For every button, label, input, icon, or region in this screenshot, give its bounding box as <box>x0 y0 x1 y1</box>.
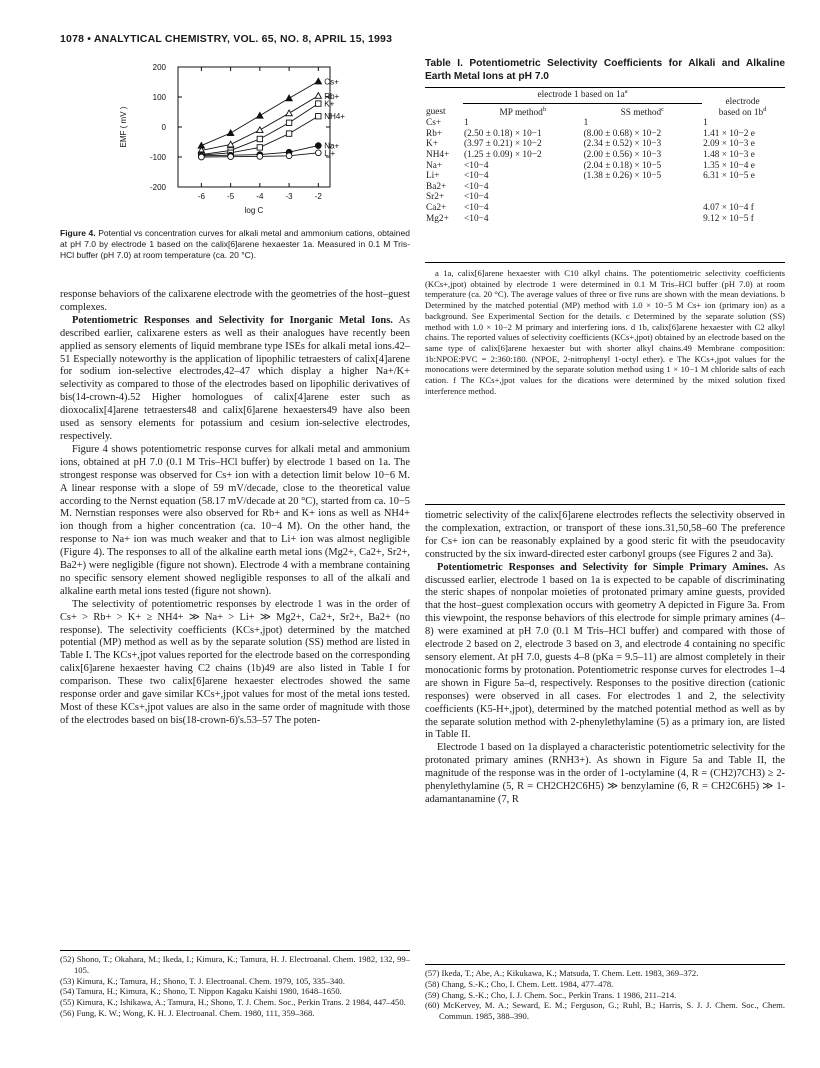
cell-e1b: 2.09 × 10−3 e <box>703 139 755 150</box>
cell-guest: Mg2+ <box>426 213 449 224</box>
right-references <box>425 968 785 1022</box>
table-row <box>425 192 783 203</box>
data-point <box>315 93 321 99</box>
y-tick-label: -100 <box>149 153 166 162</box>
cell-e1b: 1.48 × 10−3 e <box>703 149 755 160</box>
data-point <box>199 154 205 160</box>
cell-ss: (8.00 ± 0.68) × 10−2 <box>583 128 662 139</box>
cell-guest: Ba2+ <box>426 181 447 192</box>
data-point <box>257 145 262 150</box>
data-point <box>315 143 321 149</box>
table-row <box>425 139 783 150</box>
reference-item: (60) McKervey, M. A.; Seward, E. M.; Ferguson, G.; Ruhl, B.; Harris, S. J. J. Chem. Soc., Chem. Commun. 1985, 388–390. <box>425 1000 785 1022</box>
cell-e1b: 6.31 × 10−5 e <box>703 171 755 182</box>
data-point <box>286 120 291 125</box>
data-point <box>316 113 321 118</box>
cell-ss: (1.38 ± 0.26) × 10−5 <box>583 171 662 182</box>
data-point <box>228 154 234 160</box>
table-body <box>425 118 783 224</box>
table-group-header-row <box>425 90 783 103</box>
y-tick-label: 100 <box>152 93 166 102</box>
paragraph: response behaviors of the calixarene electrode with the geometries of the host–guest complexes. <box>60 289 410 313</box>
table-row <box>425 118 783 129</box>
cell-e1b: 1.41 × 10−2 e <box>703 128 755 139</box>
cell-mp: <10−4 <box>464 171 489 182</box>
paragraph: Electrode 1 based on 1a displayed a characteristic potentiometric selectivity for the protonated primary amines (RNH3+). As shown in Figure 5a and Table II, the magnitude of the response was in the order of 1-octylamine (4, R = (CH2)7CH3) ≥ 2-phenylethylamine (5, R = CH2CH2C6H5) ≫ benzylamine (6, R = CH2C6H5) ≫ 1-adamantanamine (7, R <box>425 742 785 805</box>
cell-mp: <10−4 <box>464 202 489 213</box>
cell-guest: Sr2+ <box>426 192 445 203</box>
y-tick-label: -200 <box>149 183 166 192</box>
col-header-mp: MP method$^b$ <box>499 105 547 118</box>
cell-e1b <box>702 192 783 203</box>
figure-caption-label: Figure 4. <box>60 228 96 238</box>
series-label: Cs+ <box>324 77 339 87</box>
paragraph: The selectivity of potentiometric responses by electrode 1 was in the order of Cs+ > Rb+ > K+ ≥ NH4+ ≫ Na+ > Li+ ≫ Mg2+, Ca2+, Sr2+, Ba2+ (no response). The selectivity coefficients (KCs+,jpot) determined by the matched potential (MP) method as well as by the separate solution (SS) method are listed in Table I. The KCs+,jpot values reported for the electrode based on the corresponding calix[6]arene hexaester having C2 chains (1b)49 are also listed in Table I for comparison. These two calix[6]arene hexaester electrodes showed the same response order and gave similar KCs+,jpot values for most of the metal ions tested. Most of these KCs+,jpot values are also in the same order of magnitude with those of the electrodes based on bis(18-crown-6)'s.53–57 The poten- <box>60 598 410 726</box>
cell-guest: Ca2+ <box>426 202 447 213</box>
table-row <box>425 182 783 193</box>
running-header: 1078 • ANALYTICAL CHEMISTRY, VOL. 65, NO. 8, APRIL 15, 1993 <box>60 33 393 45</box>
figure-caption <box>60 228 410 260</box>
cell-guest: Cs+ <box>426 118 442 129</box>
paragraph-text: As described earlier, calixarene esters as well as their analogues have recently been applied as sensory elements of liquid membrane type ISEs for alkali metal ions.42–51 Especially noteworthy is the application of lipophilic tetraesters of calix[4]arene for sodium ion-selective electrodes,42–47 which display a higher Na+/K+ selectivity as compared to those of the electrodes based on lipophilic derivatives of bis(14-crown-4).52 Higher homologues of calix[4]arene ester such as dioxocalix[4]arene tetraesters48 and calix[6]arene hexaesters49 have also been used as sensory elements for potassium and cesium ion-selective electrodes, respectively. <box>60 314 410 442</box>
reference-item: (56) Fung, K. W.; Wong, K. H. J. Electroanal. Chem. 1980, 111, 359–368. <box>60 1007 315 1018</box>
table-top-rule <box>425 87 785 88</box>
cell-guest: NH4+ <box>426 149 450 160</box>
cell-ss: (2.34 ± 0.52) × 10−3 <box>583 139 662 150</box>
cell-mp: <10−4 <box>464 192 489 203</box>
y-axis-label: EMF ( mV ) <box>119 106 128 148</box>
data-point <box>286 153 292 159</box>
cell-ss: (2.00 ± 0.56) × 10−3 <box>583 149 662 160</box>
data-point <box>227 141 233 147</box>
plot-frame <box>178 67 330 187</box>
paragraph <box>60 315 410 444</box>
cell-mp: (1.25 ± 0.09) × 10−2 <box>464 149 542 160</box>
y-tick-label: 200 <box>152 63 166 72</box>
cell-mp: <10−4 <box>464 181 489 192</box>
table-footnote <box>425 268 785 396</box>
data-point <box>257 154 263 160</box>
col-header-ss: SS method$^c$ <box>620 105 665 118</box>
x-tick-label: -2 <box>314 192 322 201</box>
series-label: NH4+ <box>324 112 345 122</box>
reference-item: (54) Tamura, H.; Kimura, K.; Shono, T. Nippon Kagaku Kaishi 1980, 1648–1650. <box>60 986 342 997</box>
series-line <box>201 96 318 151</box>
x-axis-label: log C <box>244 206 264 215</box>
table-row <box>425 171 783 182</box>
x-tick-label: -4 <box>256 192 264 201</box>
paragraph: Figure 4 shows potentiometric response curves for alkali metal and ammonium ions, obtained at pH 7.0 (0.1 M Tris–HCl buffer) by electrode 1 based on 1a. The strongest response was observed for Cs+ ion with a detection limit below 10−6 M. A linear response with a slope of 59 mV/decade, close to the theoretical value according to the Nernst equation (58.17 mV/decade at 20 °C), started from ca. 10−5 M. Nernstian responses were also observed for Rb+ and K+ ions as well as NH4+ ion though from a higher concentration (ca. 10−4 M). On the other hand, the response to Na+ ion was much weaker and that to Li+ ion was almost negligible (Figure 4). The responses to all of the alkaline earth metal ions (Mg2+, Ca2+, Sr2+, Ba2+) were negligible (figure not shown). Electrode 4 with a membrane containing no specific sensory element showed negligible responses to all of the alkali and alkaline earth metal ions tested (figure not shown). <box>60 443 410 597</box>
paragraph <box>425 562 785 743</box>
reference-item: (53) Kimura, K.; Tamura, H.; Shono, T. J. Electroanal. Chem. 1979, 105, 335–340. <box>60 975 345 986</box>
group-header: electrode 1 based on $1a^a$ <box>463 90 702 103</box>
table-bottom-rule <box>425 262 785 263</box>
separator-rule <box>425 504 785 505</box>
cell-ss: 1 <box>583 118 589 129</box>
cell-ss <box>583 214 703 225</box>
table-footnote-text: a 1a, calix[6]arene hexaester with C10 alkyl chains. The potentiometric selectivity coefficients (KCs+,jpot) obtained by electrode 1 were determined in 0.1 M Tris–HCl buffer (pH 7.0) at room temperature (ca. 20 °C). The average values of three or five runs are shown with the mean deviations. b Determined by the matched potential (MP) method with 1.0 × 10−5 M Cs+ ion (primary ion) as a background. See Experimental Section for the details. c Determined by the separate solution (SS) method with 1.0 × 10−2 M primary and interfering ions. d 1b, calix[6]arene hexaester with C2 alkyl chains. The reported values of selectivity coefficients (KCs+,jpot) obtained by an electrode based on the same type of calix[6]arene hexaester but with shorter alkyl chains.49 Membrane composition: 1b:NPOE:PVC = 2:360:180. (NPOE, 2-nitrophenyl 1-octyl ether). e The KCs+,jpot values for the monocations were determined by the separate solution method using 1 × 10−1 M chloride salts of each cation. f The KCs+,jpot values for the dications were determined by the mixed solution fixed interference method. <box>425 268 785 396</box>
y-tick-label: 0 <box>161 123 166 132</box>
cell-e1b <box>702 182 783 193</box>
paragraph-text: As discussed earlier, electrode 1 based on 1a is expected to be capable of discriminating the steric shapes of nonpolar moieties of protonated primary amine guests, provided that the host–guest complexation occurs with geometry A depicted in Figure 3a. From this viewpoint, the response behaviors of this electrode for simple primary amines (4–8) were examined at pH 7.0 (0.1 M Tris–HCl buffer) and compared with those of electrode 2 based on 2, electrode 3 based on 3, and electrode 4 containing no specific sensory element. At pH 7.0, guests 4–8 (pKa = 9.5–11) are almost completely in their monocationic forms by protonation. Potentiometric response curves for electrodes 1–4 are shown in Figure 5a–d, respectively. Responses to the positive direction (cationic responses) were observed in all cases. For electrodes 1 and 2, the selectivity coefficients (K5-H+,jpot), determined by the matched potential method as well as by the separate solution method with 2-phenylethylamine (5) as a primary ion, are listed in Table II. <box>425 561 786 741</box>
footnote-rule <box>60 950 410 951</box>
cell-ss <box>583 182 703 193</box>
cell-e1b: 1 <box>703 118 708 129</box>
selectivity-table <box>425 87 783 224</box>
data-point <box>286 95 292 101</box>
right-column-body <box>425 510 785 807</box>
figure-4-chart <box>100 55 380 225</box>
cell-guest: Na+ <box>426 160 443 171</box>
reference-item: (55) Kimura, K.; Ishikawa, A.; Tamura, H.; Shono, T. J. Chem. Soc., Perkin Trans. 2 1984, 447–450. <box>60 997 406 1008</box>
figure-caption-text: Potential vs concentration curves for alkali metal and ammonium cations, obtained at pH 7.0 by electrode 1 based on the calix[6]arene hexaester 1a. Measured in 0.1 M Tris-HCl buffer (pH 7.0) at room temperature (ca. 20 °C). <box>60 228 410 260</box>
col-header-guest: guest <box>426 107 446 118</box>
paragraph: tiometric selectivity of the calix[6]arene electrodes reflects the selectivity observed in the complexation, extraction, or transport of these ions.31,50,58–60 The preference for Cs+ ion can be reasonably explained by a good steric fit with the pseudocavity constructed by the six inward-directed ester carbonyl groups (see Figures 2 and 3a). <box>425 510 785 560</box>
cell-e1b: 9.12 × 10−5 f <box>703 213 754 224</box>
data-point <box>315 150 321 156</box>
table-row <box>425 203 783 214</box>
cell-mp: 1 <box>464 118 469 129</box>
table-row <box>425 129 783 140</box>
table-row <box>425 161 783 172</box>
cell-ss: (2.04 ± 0.18) × 10−5 <box>583 160 662 171</box>
table-row <box>425 214 783 225</box>
x-tick-label: -6 <box>197 192 205 201</box>
cell-e1b: 4.07 × 10−4 f <box>703 202 754 213</box>
reference-item: (52) Shono, T.; Okahara, M.; Ikeda, I.; Kimura, K.; Tamura, H. J. Electroanal. Chem. 1982, 132, 99–105. <box>60 954 410 975</box>
cell-e1b: 1.35 × 10−4 e <box>703 160 755 171</box>
cell-mp: <10−4 <box>464 213 489 224</box>
series-label: Li+ <box>324 148 336 158</box>
series-label: Na+ <box>324 141 340 151</box>
section-heading: Potentiometric Responses and Selectivity for Simple Primary Amines. <box>437 561 769 573</box>
data-point <box>257 127 263 133</box>
data-point <box>286 110 292 116</box>
col-header-e1b: electrode based on $1b^d$ <box>718 97 767 118</box>
left-references <box>60 954 410 1019</box>
x-tick-label: -5 <box>227 192 235 201</box>
data-point <box>315 78 321 84</box>
cell-ss <box>583 203 703 214</box>
reference-item: (57) Ikeda, T.; Abe, A.; Kikukawa, K.; Matsuda, T. Chem. Lett. 1983, 369–372. <box>425 968 699 978</box>
section-heading: Potentiometric Responses and Selectivity for Inorganic Metal Ions. <box>72 314 393 326</box>
cell-guest: Rb+ <box>426 128 443 139</box>
data-point <box>316 101 321 106</box>
series-label: Rb+ <box>324 91 340 101</box>
cell-ss <box>583 192 703 203</box>
series-label: K+ <box>324 99 335 109</box>
cell-mp: (2.50 ± 0.18) × 10−1 <box>464 128 542 139</box>
table-1 <box>425 87 783 224</box>
data-point <box>257 136 262 141</box>
x-tick-label: -3 <box>285 192 293 201</box>
reference-item: (58) Chang, S.-K.; Cho, I. Chem. Lett. 1984, 477–478. <box>425 978 614 989</box>
cell-guest: K+ <box>426 139 438 150</box>
cell-mp: <10−4 <box>464 160 489 171</box>
left-column-body <box>60 289 410 728</box>
cell-mp: (3.97 ± 0.21) × 10−2 <box>464 139 542 150</box>
table-title: Table I. Potentiometric Selectivity Coefficients for Alkali and Alkaline Earth Metal Ions at pH 7.0 <box>425 58 785 82</box>
footnote-rule <box>425 964 785 965</box>
table-row <box>425 150 783 161</box>
data-point <box>257 112 263 118</box>
reference-item: (59) Chang, S.-K.; Cho, I. J. Chem. Soc., Perkin Trans. 1 1986, 211–214. <box>425 989 677 1000</box>
data-point <box>227 130 233 136</box>
cell-guest: Li+ <box>426 171 440 182</box>
data-point <box>286 131 291 136</box>
